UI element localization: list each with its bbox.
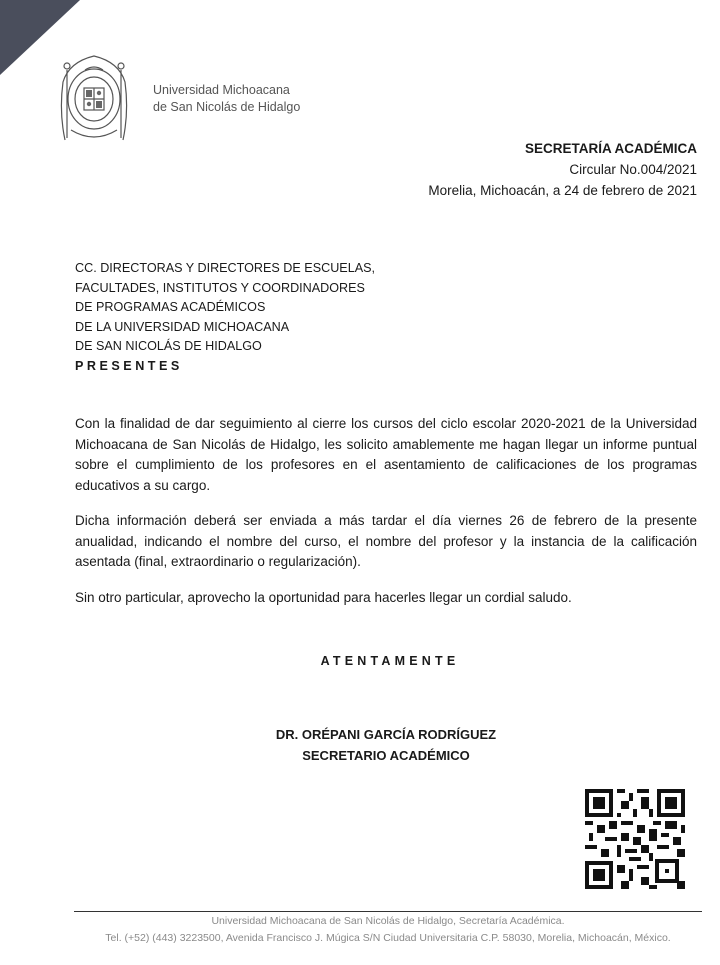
- department-title: SECRETARÍA ACADÉMICA: [525, 141, 697, 156]
- body-paragraph: Sin otro particular, aprovecho la oportunidad para hacerles llegar un cordial saludo.: [75, 589, 572, 605]
- footer-line1: Universidad Michoacana de San Nicolás de Hidalgo, Secretaría Académica.: [211, 915, 565, 927]
- signer-title: SECRETARIO ACADÉMICO: [302, 748, 470, 763]
- footer-divider: [74, 911, 702, 912]
- place-date: Morelia, Michoacán, a 24 de febrero de 2021: [428, 183, 697, 198]
- body-paragraph: Dicha información deberá ser enviada a más tardar el día viernes 26 de febrero de la presente anualidad, indicando el nombre del curso, el nombre del profesor y la instancia de la calificación asentada (final, extraordinario o regularización).: [75, 513, 697, 569]
- recipient-line: FACULTADES, INSTITUTOS Y COORDINADORES: [75, 280, 365, 295]
- recipient-line: DE PROGRAMAS ACADÉMICOS: [75, 300, 266, 315]
- signature-block: [0, 724, 720, 766]
- recipient-line: DE LA UNIVERSIDAD MICHOACANA: [75, 319, 290, 334]
- salutation: PRESENTES: [75, 358, 183, 373]
- recipients-block: [75, 259, 375, 377]
- signer-name: DR. ORÉPANI GARCÍA RODRÍGUEZ: [275, 727, 497, 742]
- letter-header: [428, 138, 697, 201]
- university-name-line2: de San Nicolás de Hidalgo: [153, 100, 301, 114]
- recipient-line: DE SAN NICOLÁS DE HIDALGO: [75, 339, 262, 354]
- closing-phrase: ATENTAMENTE: [320, 654, 460, 668]
- footer-line2: Tel. (+52) (443) 3223500, Avenida Francisco J. Múgica S/N Ciudad Universitaria C.P. 58030, Morelia, Michoacán, México.: [105, 932, 671, 944]
- footer: [0, 913, 720, 947]
- letter-body: [75, 414, 697, 623]
- circular-number: Circular No.004/2021: [569, 162, 697, 177]
- university-name: [153, 82, 300, 116]
- university-seal-logo: [55, 52, 133, 144]
- body-paragraph: Con la finalidad de dar seguimiento al cierre los cursos del ciclo escolar 2020-2021 de la Universidad Michoacana de San Nicolás de Hidalgo, les solicito amablemente me hagan llegar un informe puntual sobre el cumplimiento de los profesores en el asentamiento de calificaciones de los programas educativos a su cargo.: [75, 416, 697, 493]
- recipient-line: CC. DIRECTORAS Y DIRECTORES DE ESCUELAS,: [75, 261, 375, 275]
- qr-code: [585, 789, 685, 889]
- university-name-line1: Universidad Michoacana: [153, 83, 290, 97]
